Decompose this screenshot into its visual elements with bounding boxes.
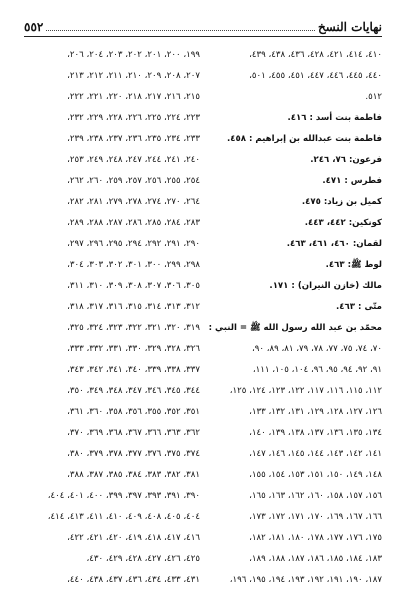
index-line: ١٢٦، ١٢٧، ١٢٨، ١٢٩، ١٣١، ١٣٢، ١٣٣، (249, 407, 382, 417)
index-line: ٤١٠، ٤١٤، ٤٢١، ٤٢٨، ٤٣٦، ٤٣٨، ٤٣٩، (249, 50, 382, 60)
index-line: ٤٣١، ٤٣٣، ٤٣٤، ٤٣٦، ٤٣٧، ٤٣٨، ٤٤٠، (67, 575, 200, 585)
index-line: ٥١٢. (365, 92, 382, 102)
index-line: ١٨٧، ١٩٠، ١٩١، ١٩٢، ١٩٣، ١٩٤، ١٩٥، ١٩٦، (229, 575, 382, 585)
index-line: ١٥٦، ١٥٧، ١٥٨، ١٦٠، ١٦٢، ١٦٣، ١٦٥، (249, 491, 382, 501)
index-line: فاطمة بنت عبدالله بن إبراهيم : ٤٥٨. (226, 134, 382, 144)
index-line: ١١٢، ١١٥، ١١٦، ١١٧، ١٢٢، ١٢٣، ١٢٤، ١٢٥، (229, 386, 382, 396)
index-line: فطرس : ٤٧١. (322, 176, 382, 186)
index-line: ٢٠٧، ٢٠٨، ٢٠٩، ٢١٠، ٢١١، ٢١٢، ٢١٣، (67, 71, 200, 81)
index-line: ٢٥٤، ٢٥٥، ٢٥٦، ٢٥٧، ٢٥٩، ٢٦٠، ٢٦٢، (67, 176, 200, 186)
index-line: ٣٤٤، ٣٤٥، ٣٤٦، ٣٤٧، ٣٤٨، ٣٤٩، ٣٥٠، (67, 386, 200, 396)
header-title: نهايات النسخ (317, 20, 382, 34)
index-line: كميل بن زياد: ٤٧٥. (301, 197, 382, 207)
index-line: فرعون: ٧٦، ٢٤٦. (310, 155, 382, 165)
index-line: ٣٦٢، ٣٦٣، ٣٦٦، ٣٦٧، ٣٦٨، ٣٦٩، ٣٧٠، (67, 428, 200, 438)
index-line: ١٦٦، ١٦٧، ١٦٩، ١٧٠، ١٧١، ١٧٢، ١٧٣، (249, 512, 382, 522)
index-line: ١٤٨، ١٤٩، ١٥٠، ١٥١، ١٥٣، ١٥٤، ١٥٥، (249, 470, 382, 480)
index-line: ٣١٢، ٣١٣، ٣١٤، ٣١٥، ٣١٦، ٣١٧، ٣١٨، (67, 302, 200, 312)
index-line: ١٧٥، ١٧٦، ١٧٧، ١٧٨، ١٨٠، ١٨١، ١٨٢، (249, 533, 382, 543)
index-line: ٤٠٤، ٤٠٥، ٤٠٨، ٤٠٩، ٤١٠، ٤١١، ٤١٣، ٤١٤، (47, 512, 200, 522)
index-line: ٤١٦، ٤١٧، ٤١٨، ٤١٩، ٤٢٠، ٤٢١، ٤٢٢، (67, 533, 200, 543)
index-line: محمّد بن عبد الله رسول الله ﷺ = النبي : (208, 323, 382, 333)
index-line: ١٨٣، ١٨٤، ١٨٥، ١٨٦، ١٨٧، ١٨٨، ١٨٩، (249, 554, 382, 564)
running-header (24, 14, 382, 37)
index-line: فاطمة بنت أسد : ٤١٦. (287, 113, 382, 123)
index-line: ٢٣٣، ٢٣٤، ٢٣٥، ٢٣٦، ٢٣٧، ٢٣٨، ٢٣٩، (67, 134, 200, 144)
index-line: ٩١، ٩٢، ٩٤، ٩٥، ٩٦، ١٠٤، ١٠٥، ١١١، (252, 365, 382, 375)
index-line: ٢٢٣، ٢٢٤، ٢٢٥، ٢٢٦، ٢٢٨، ٢٢٩، ٢٣٢، (67, 113, 200, 123)
index-line: ٣٩٠، ٣٩١، ٣٩٣، ٣٩٧، ٣٩٩، ٤٠٠، ٤٠١، ٤٠٤، (47, 491, 200, 501)
index-line: ٤٤٠، ٤٤٥، ٤٤٦، ٤٤٧، ٤٥١، ٤٥٥، ٥٠١، (249, 71, 382, 81)
header-leader-dots (46, 29, 315, 31)
index-line: ١٣٤، ١٣٥، ١٣٦، ١٣٧، ١٣٨، ١٣٩، ١٤٠، (249, 428, 382, 438)
left-column (24, 45, 200, 591)
index-line: ٣٧٤، ٣٧٥، ٣٧٦، ٣٧٧، ٣٧٨، ٣٧٩، ٣٨٠، (67, 449, 200, 459)
right-column (206, 45, 382, 591)
index-line: ٣٨١، ٣٨٢، ٣٨٣، ٣٨٤، ٣٨٥، ٣٨٧، ٣٨٨، (67, 470, 200, 480)
index-line: ١٩٩، ٢٠٠، ٢٠١، ٢٠٢، ٢٠٣، ٢٠٤، ٢٠٦، (67, 50, 200, 60)
index-line: لقمان: ٤٦٠، ٤٦١، ٤٦٣. (286, 239, 382, 249)
index-line: ٢٩٠، ٢٩١، ٢٩٢، ٢٩٤، ٢٩٥، ٢٩٦، ٢٩٧، (67, 239, 200, 249)
index-line: كونكين: ٤٤٢، ٤٤٣. (304, 218, 382, 228)
index-line: متّى : ٤٦٣. (336, 302, 382, 312)
index-line: لوط ﷺ: ٤٦٣. (325, 260, 382, 270)
index-line: ٢٨٣، ٢٨٤، ٢٨٥، ٢٨٦، ٢٨٧، ٢٨٨، ٢٨٩، (67, 218, 200, 228)
index-line: ٢٩٨، ٢٩٩، ٣٠٠، ٣٠١، ٣٠٢، ٣٠٣، ٣٠٤، (67, 260, 200, 270)
index-line: ٣٥١، ٣٥٢، ٣٥٥، ٣٥٦، ٣٥٨، ٣٦٠، ٣٦١، (67, 407, 200, 417)
index-line: مالك (خازن النيران) : ١٧١. (269, 281, 382, 291)
index-line: ٢١٥، ٢١٦، ٢١٧، ٢١٨، ٢٢٠، ٢٢١، ٢٢٢، (67, 92, 200, 102)
index-line: ٣٢٦، ٣٢٨، ٣٢٩، ٣٣٠، ٣٣١، ٣٣٢، ٣٣٣، (67, 344, 200, 354)
index-columns (24, 45, 382, 591)
index-line: ٤٢٥، ٤٢٦، ٤٢٧، ٤٢٨، ٤٢٩، ٤٣٠، (86, 554, 200, 564)
index-line: ١٤١، ١٤٢، ١٤٣، ١٤٤، ١٤٥، ١٤٦، ١٤٧، (249, 449, 382, 459)
index-line: ٣٠٥، ٣٠٦، ٣٠٧، ٣٠٨، ٣٠٩، ٣١٠، ٣١١، (67, 281, 200, 291)
index-line: ٧٠، ٧٤، ٧٥، ٧٧، ٧٨، ٧٩، ٨١، ٨٩، ٩٠، (251, 344, 382, 354)
index-line: ٢٦٤، ٢٧٠، ٢٧٤، ٢٧٨، ٢٧٩، ٢٨١، ٢٨٢، (67, 197, 200, 207)
index-line: ٢٤٠، ٢٤١، ٢٤٤، ٢٤٧، ٢٤٨، ٢٤٩، ٢٥٣، (67, 155, 200, 165)
index-line: ٣١٩، ٣٢٠، ٣٢١، ٣٢٢، ٣٢٣، ٣٢٤، ٣٢٥، (67, 323, 200, 333)
index-line: ٣٣٧، ٣٣٨، ٣٣٩، ٣٤٠، ٣٤١، ٣٤٢، ٣٤٣، (67, 365, 200, 375)
page-number: ٥٥٢ (24, 20, 44, 34)
